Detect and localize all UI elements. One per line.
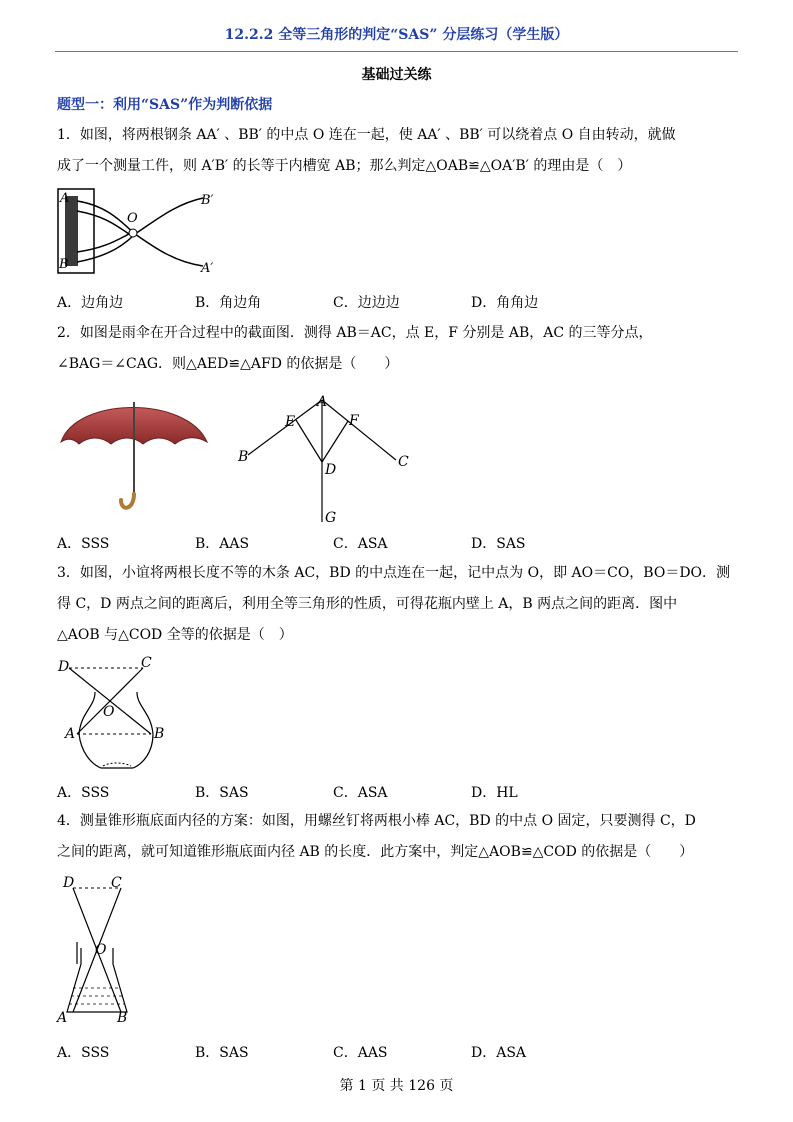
label-F: F: [349, 413, 359, 429]
option-d[interactable]: D．SAS: [471, 536, 526, 552]
header-rule: [55, 51, 738, 52]
label-O: O: [95, 942, 107, 958]
label-E: E: [285, 414, 296, 430]
option-a[interactable]: A．SSS: [57, 1045, 110, 1061]
question-2-line-1: 2．如图是雨伞在开合过程中的截面图．测得 AB＝AC，点 E，F 分别是 AB，AC 的三等分点，: [57, 325, 653, 341]
option-a[interactable]: A．SSS: [57, 785, 110, 801]
label-B: B: [238, 449, 249, 465]
question-4-line-2: 之间的距离，就可知道锥形瓶底面内径 AB 的长度．此方案中，判定△AOB≌△COD 的依据是（ ）: [57, 844, 694, 860]
option-b[interactable]: B．AAS: [195, 536, 250, 552]
question-1-line-1: 1．如图，将两根钢条 AA′ 、BB′ 的中点 O 连在一起，使 AA′ 、BB′ 可以绕着点 O 自由转动，就做: [57, 127, 676, 143]
label-B: B: [154, 726, 165, 742]
label-A-prime: A′: [201, 261, 214, 276]
page-footer: 第 1 页 共 126 页: [339, 1078, 454, 1094]
question-4: [57, 806, 742, 868]
question-type-heading: 题型一：利用“SAS”作为判断依据: [57, 97, 273, 113]
label-A: A: [60, 191, 70, 206]
document-title: 12.2.2 全等三角形的判定“SAS” 分层练习（学生版）: [224, 27, 569, 43]
option-b[interactable]: B．SAS: [195, 1045, 249, 1061]
option-d[interactable]: D．角角边: [471, 295, 539, 311]
figure-measuring-tool: [55, 186, 230, 281]
label-A: A: [57, 1010, 68, 1026]
label-G: G: [325, 510, 337, 526]
question-4-line-1: 4．测量锥形瓶底面内径的方案：如图，用螺丝钉将两根小棒 AC，BD 的中点 O 固定，只要测得 C，D: [57, 813, 696, 829]
figure-umbrella-cross-section: [234, 388, 414, 528]
label-B-prime: B′: [201, 193, 214, 208]
question-2: [57, 318, 742, 380]
option-b[interactable]: B．角边角: [195, 295, 262, 311]
question-3: [57, 558, 742, 651]
umbrella-image: [57, 388, 212, 516]
label-B: B: [59, 257, 69, 272]
figure-conical-flask: [55, 872, 145, 1027]
label-D: D: [63, 875, 75, 891]
label-O: O: [103, 704, 115, 720]
label-C: C: [111, 875, 122, 891]
question-3-line-2: 得 C，D 两点之间的距离后，利用全等三角形的性质，可得花瓶内壁上 A，B 两点之间的距离．图中: [57, 596, 678, 612]
question-1: [57, 120, 742, 182]
option-a[interactable]: A．SSS: [57, 536, 110, 552]
label-O: O: [127, 211, 138, 226]
label-C: C: [141, 655, 152, 671]
label-C: C: [398, 454, 409, 470]
label-D: D: [325, 462, 337, 478]
question-3-line-3: △AOB 与△COD 全等的依据是（ ）: [57, 627, 293, 643]
question-1-line-2: 成了一个测量工件，则 A′B′ 的长等于内槽宽 AB；那么判定△OAB≌△OA′B′ 的理由是（ ）: [57, 158, 632, 174]
option-d[interactable]: D．ASA: [471, 1045, 527, 1061]
label-B: B: [117, 1010, 128, 1026]
option-c[interactable]: C．ASA: [333, 785, 388, 801]
question-3-line-1: 3．如图，小谊将两根长度不等的木条 AC，BD 的中点连在一起，记中点为 O，即 AO＝CO，BO＝DO．测: [57, 565, 731, 581]
option-d[interactable]: D．HL: [471, 785, 518, 801]
label-A: A: [65, 726, 76, 742]
question-2-line-2: ∠BAG＝∠CAG．则△AED≌△AFD 的依据是（ ）: [57, 356, 399, 372]
figure-vase: [55, 652, 175, 777]
option-b[interactable]: B．SAS: [195, 785, 249, 801]
label-D: D: [58, 659, 70, 675]
option-c[interactable]: C．边边边: [333, 295, 400, 311]
option-c[interactable]: C．ASA: [333, 536, 388, 552]
label-A: A: [317, 394, 328, 410]
section-title: 基础过关练: [361, 67, 432, 83]
option-c[interactable]: C．AAS: [333, 1045, 388, 1061]
option-a[interactable]: A．边角边: [57, 295, 124, 311]
